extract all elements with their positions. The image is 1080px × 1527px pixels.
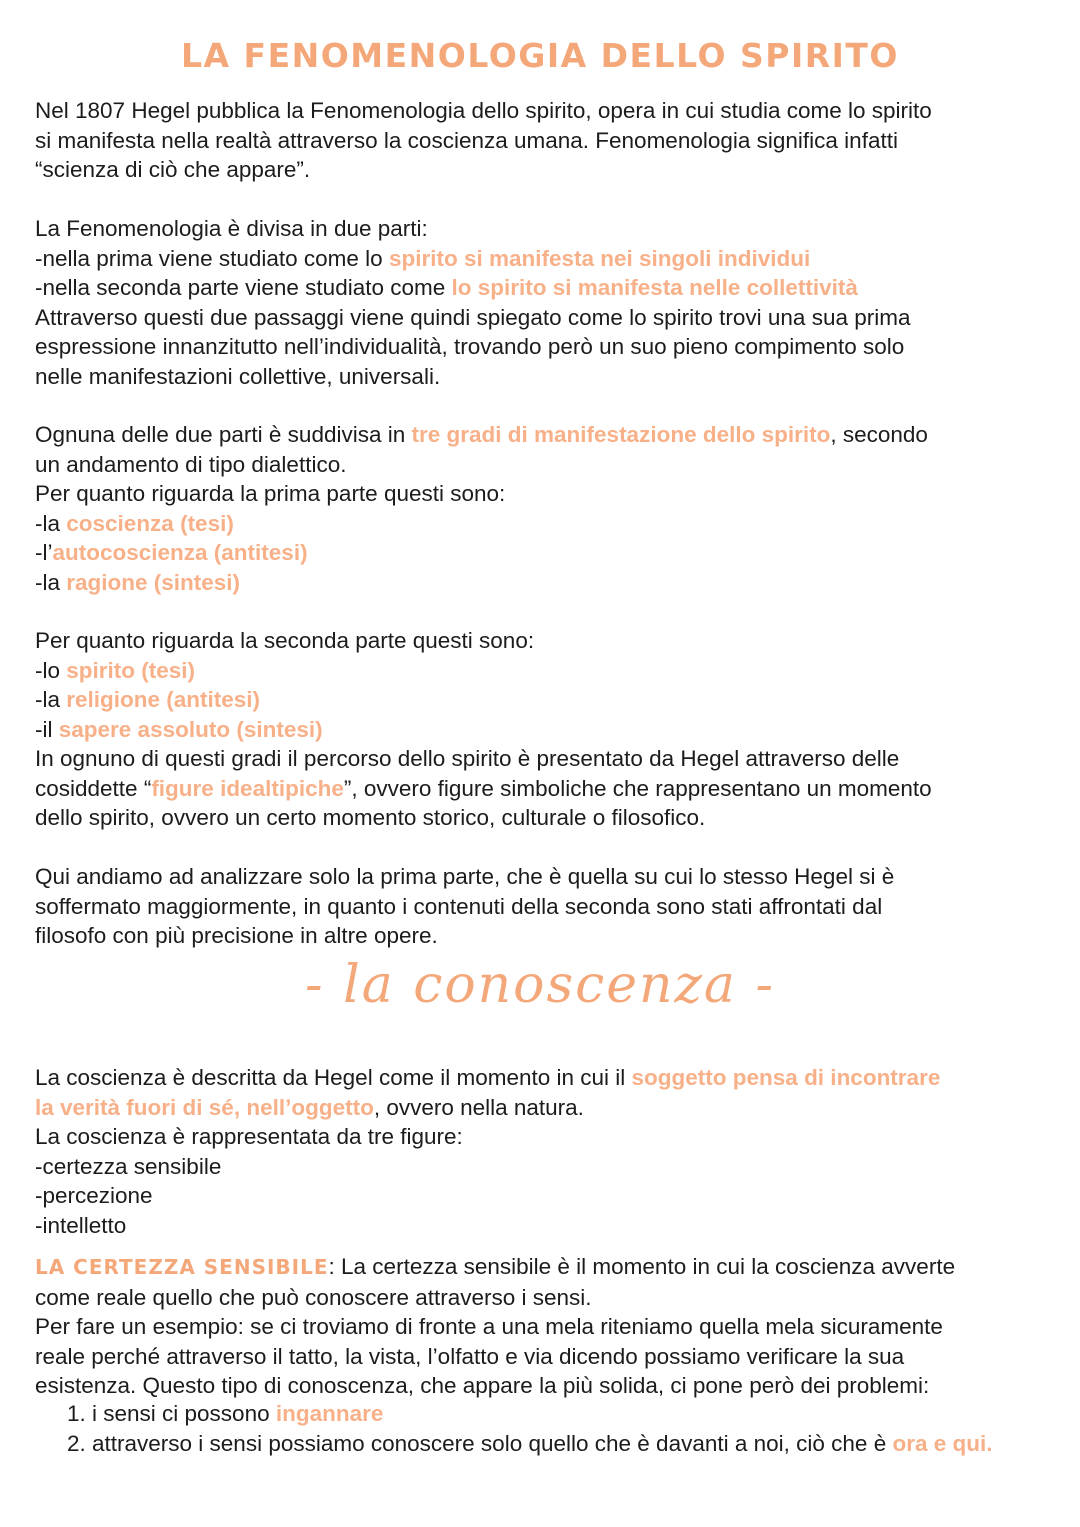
highlight: coscienza (tesi) [66, 510, 234, 536]
highlight: religione (antitesi) [66, 687, 261, 712]
analysis-paragraph: Qui andiamo ad analizzare solo la prima parte, che è quella su cui lo stesso Hegel si è soffermato maggiormente, in quanto i contenuti della seconda sono stati affrontati dal filosofo con più precisione in altre opere. [35, 864, 895, 948]
highlight: ora e qui. [892, 1430, 993, 1456]
intro-paragraph: Nel 1807 Hegel pubblica la Fenomenologia dello spirito, opera in cui studia come lo spirito si manifesta nella realtà attraverso la coscienza umana. Fenomenologia significa infatti “scienza di ciò che appare”. [35, 98, 932, 182]
parts-paragraph: La Fenomenologia è divisa in due parti: -nella prima viene studiato come lo spirito si manifesta nei singoli individui -nella seconda parte viene studiato come lo spirito si manifesta nelle collettività Attraverso questi due passaggi viene quindi spiegato come lo spirito trovi una sua prima espressione innanzitutto nell’individualità, trovando però un suo pieno compimento solo nelle manifestazioni collettive, universali. [35, 216, 911, 389]
highlight: autocoscienza (antitesi) [52, 540, 308, 565]
second-part-paragraph: Per quanto riguarda la seconda parte questi sono: -lo spirito (tesi) -la religione (antitesi) -il sapere assoluto (sintesi) In ognuno di questi gradi il percorso dello spirito è presentato da Hegel attraverso delle cosiddette “figure idealtipiche”, ovvero figure simboliche che rappresentano un momento dello spirito, ovvero un certo momento storico, culturale o filosofico. [35, 628, 932, 830]
highlight: spirito si manifesta nei singoli individui [388, 245, 811, 271]
list-item: 1. i sensi ci possono ingannare [92, 1399, 1080, 1429]
page-title: LA FENOMENOLOGIA DELLO SPIRITO [180, 36, 899, 75]
grades-paragraph: Ognuna delle due parti è suddivisa in tre gradi di manifestazione dello spirito, secondo un andamento di tipo dialettico. Per quanto riguarda la prima parte questi sono: -la coscienza (tesi) -l’autocoscienza (antitesi) -la ragione (sintesi) [35, 422, 928, 595]
highlight: lo spirito si manifesta nelle collettività [451, 275, 858, 300]
highlight: la verità fuori di sé, nell’oggetto [35, 1094, 374, 1120]
coscienza-paragraph: La coscienza è descritta da Hegel come il momento in cui il soggetto pensa di incontrare la verità fuori di sé, nell’oggetto, ovvero nella natura. La coscienza è rappresentata da tre figure: -certezza sensibile -percezione -intelletto [35, 1065, 941, 1238]
highlight: ingannare [275, 1401, 384, 1426]
highlight: sapere assoluto (sintesi) [58, 716, 323, 742]
problems-list [62, 1399, 1080, 1458]
subsection-label: LA CERTEZZA SENSIBILE [35, 1255, 329, 1279]
list-item: 2. attraverso i sensi possiamo conoscere solo quello che è davanti a noi, ciò che è ora e qui. [92, 1429, 1080, 1459]
section-heading: - la conoscenza - [304, 955, 776, 1015]
highlight: soggetto pensa di incontrare [631, 1065, 941, 1090]
certezza-paragraph: LA CERTEZZA SENSIBILE: La certezza sensibile è il momento in cui la coscienza avverte come reale quello che può conoscere attraverso i sensi. Per fare un esempio: se ci troviamo di fronte a una mela riteniamo quella mela sicuramente reale perché attraverso il tatto, la vista, l’olfatto e via dicendo possiamo verificare la sua esistenza. Questo tipo di conoscenza, che appare la più solida, ci pone però dei problemi: [35, 1254, 956, 1398]
highlight: figure idealtipiche [151, 775, 344, 801]
highlight: spirito (tesi) [66, 657, 196, 683]
highlight: ragione (sintesi) [66, 569, 241, 595]
highlight: tre gradi di manifestazione dello spirito [411, 422, 831, 447]
